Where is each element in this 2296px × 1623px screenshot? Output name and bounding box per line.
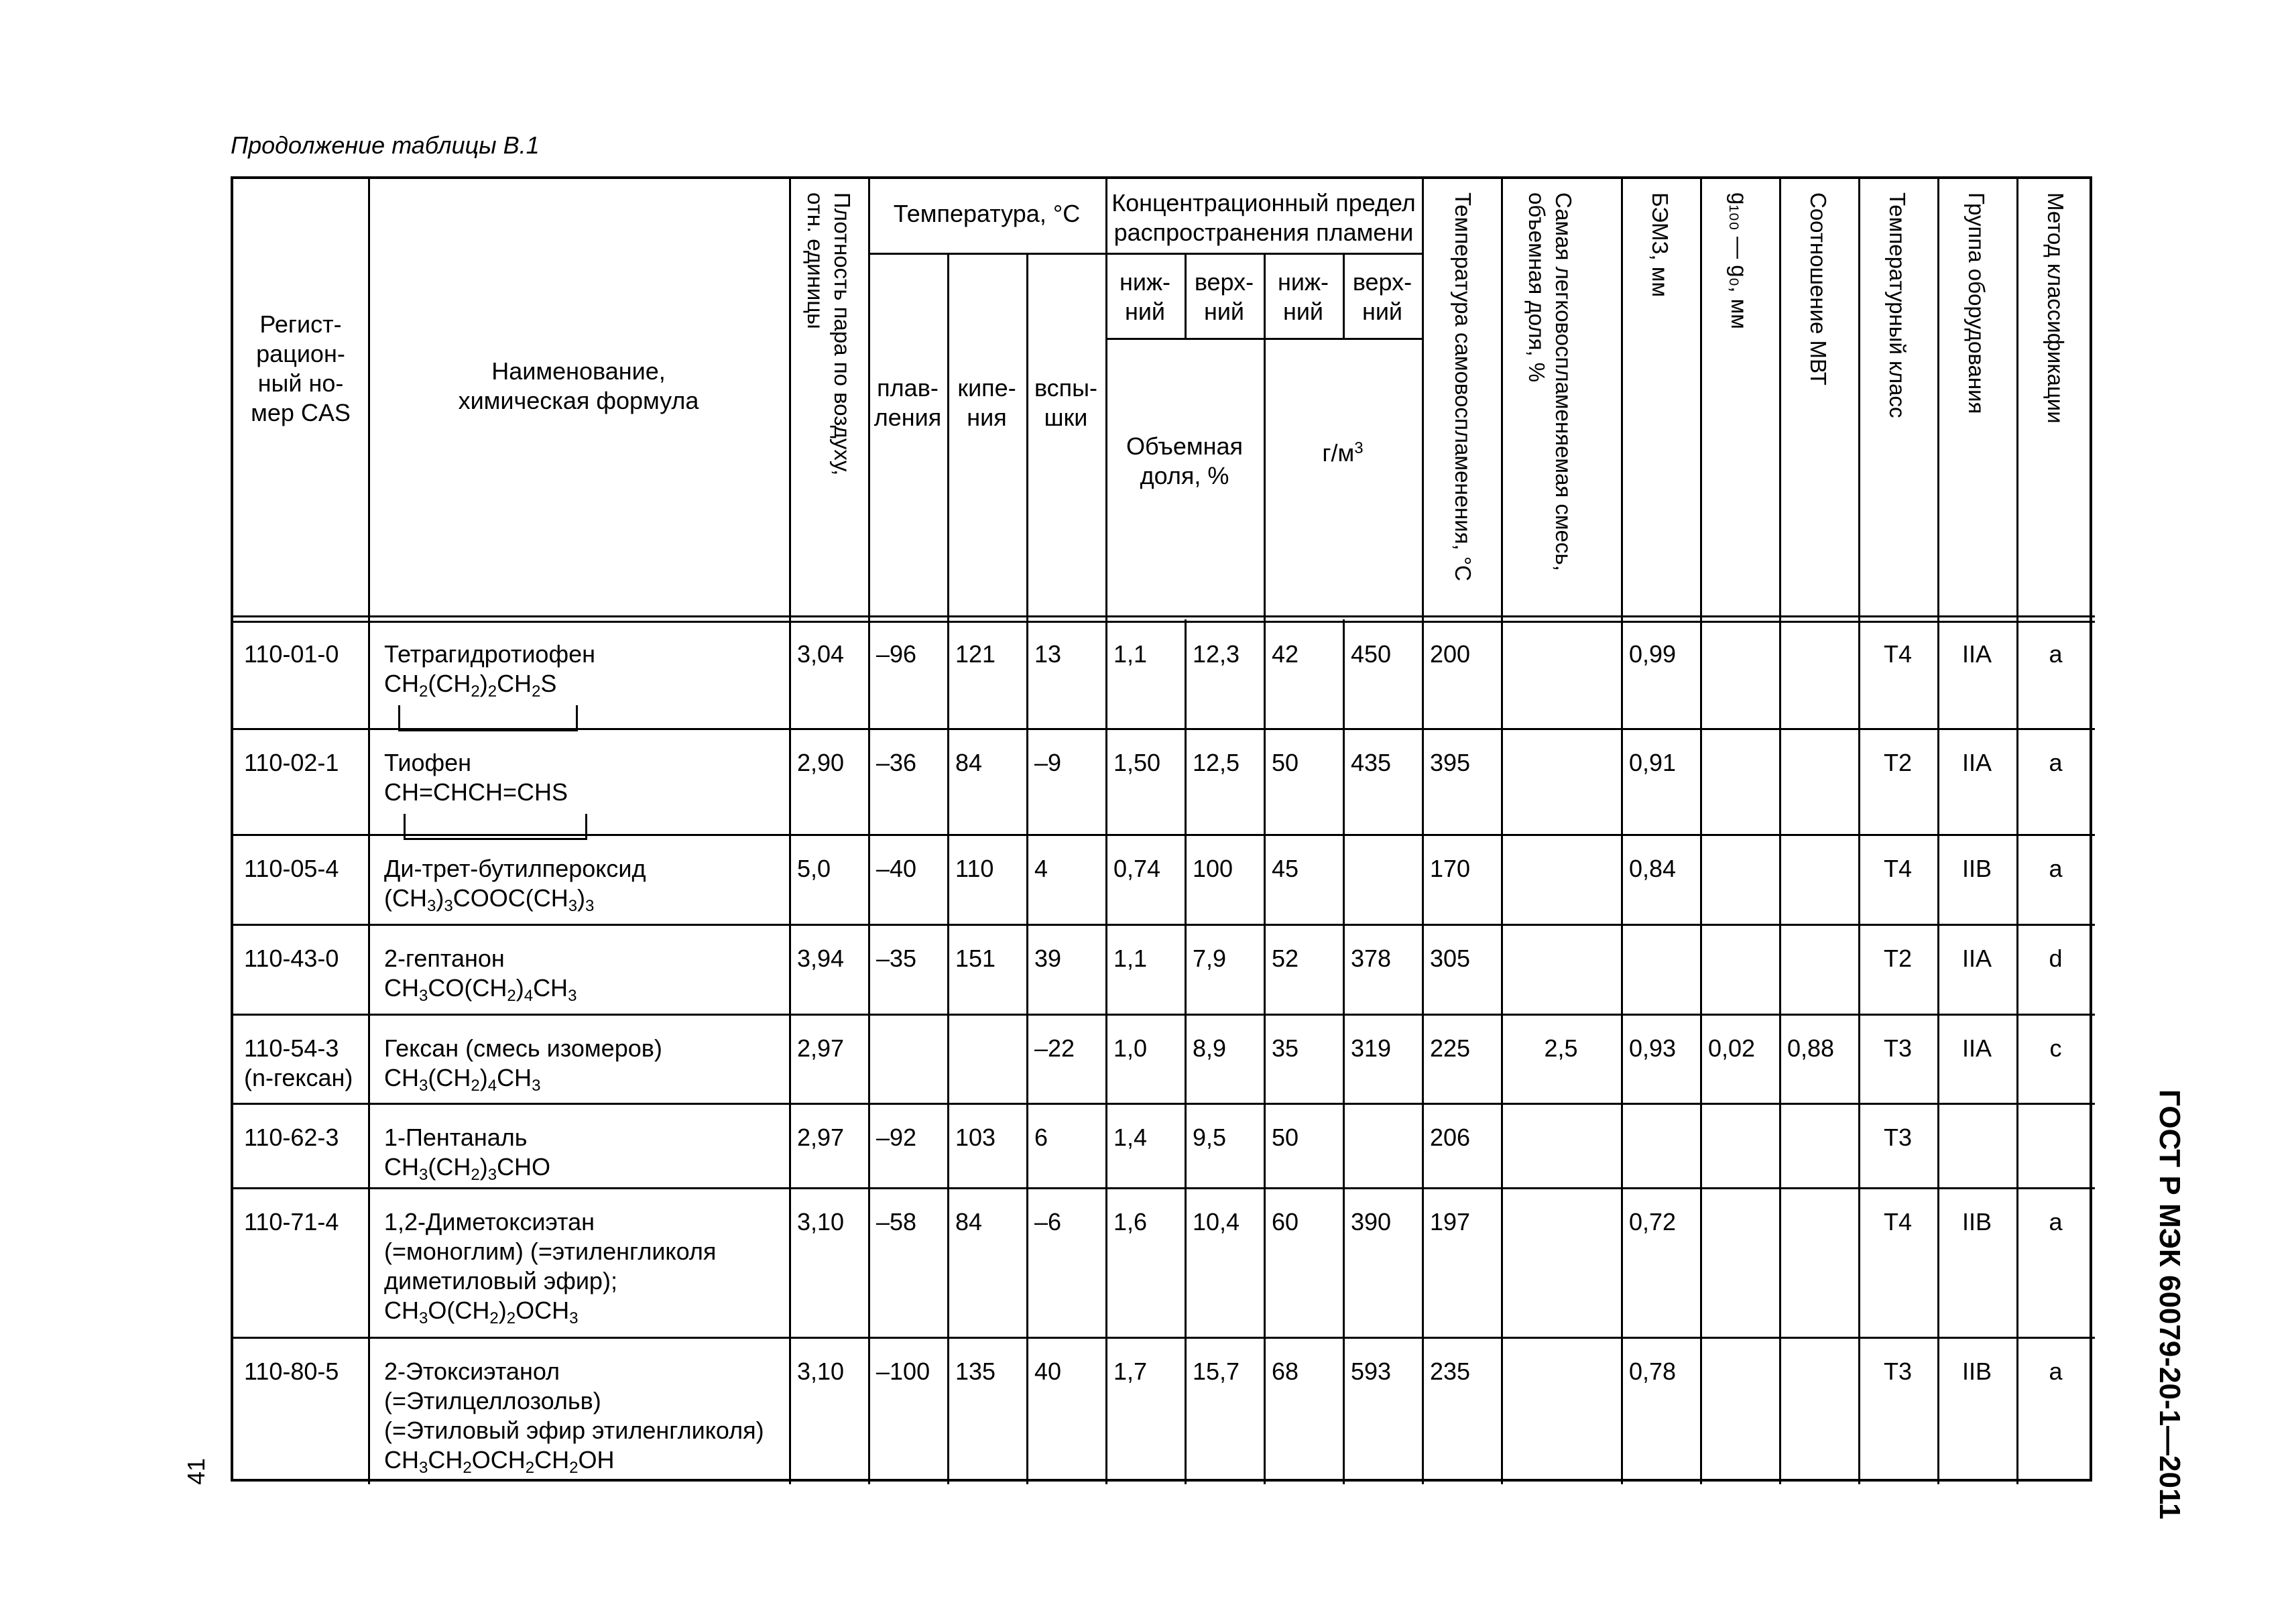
value-bemz: 0,84 xyxy=(1629,855,1677,882)
header-bemz: БЭМЗ, мм xyxy=(1648,192,1673,298)
value-grp: IIB xyxy=(1961,1208,1992,1236)
value-ug: 450 xyxy=(1351,640,1392,668)
value-ug: 435 xyxy=(1351,749,1392,776)
grid-line xyxy=(2016,179,2018,1484)
header-density: Плотность пара по воздуху, отн. единицы xyxy=(803,192,855,476)
value-boil: 84 xyxy=(955,1208,983,1236)
grid-line xyxy=(233,1014,2095,1016)
value-uv: 7,9 xyxy=(1193,945,1227,972)
header-limits: Концентрационный предел распространения пламени xyxy=(1111,189,1416,246)
header-lower-g: ниж- ний xyxy=(1277,268,1329,325)
chemical-formula: $CH_3CO(CH_2)_4CH_3$ xyxy=(384,974,577,1005)
value-lv: 1,1 xyxy=(1113,945,1148,972)
ring-bracket xyxy=(404,814,587,840)
grid-line xyxy=(1264,253,1266,1484)
grid-line xyxy=(868,253,1105,255)
value-ug: 319 xyxy=(1351,1034,1392,1062)
header-vol-fraction: Объемная доля, % xyxy=(1126,432,1244,489)
value-bemz: 0,91 xyxy=(1629,749,1677,776)
value-melt: –35 xyxy=(876,945,917,972)
value-ug: 593 xyxy=(1351,1358,1392,1385)
grid-line xyxy=(233,1103,2095,1105)
header-autoignition: Температура самовоспламенения, °С xyxy=(1451,192,1475,581)
value-flash: –22 xyxy=(1034,1034,1075,1062)
substance-name xyxy=(384,854,773,913)
header-upper-vol: верх- ний xyxy=(1194,268,1254,325)
value-bemz: 0,93 xyxy=(1629,1034,1677,1062)
value-ait: 305 xyxy=(1430,945,1471,972)
substance-name-text: 2-гептанон xyxy=(384,945,505,972)
value-m: c xyxy=(2049,1034,2062,1062)
data-table xyxy=(231,176,2092,1482)
chemical-formula: $CH_3O(CH_2)_2OCH_3$ xyxy=(384,1297,579,1327)
substance-name-text: 2-Этоксиэтанол (=Этилцеллозольв) (=Этиловый эфир этиленгликоля) xyxy=(384,1358,764,1444)
value-m: a xyxy=(2049,855,2063,882)
substance-name xyxy=(384,944,773,1003)
value-bemz: 0,72 xyxy=(1629,1208,1677,1236)
cas-number: 110-01-0 xyxy=(244,640,339,668)
value-boil: 84 xyxy=(955,749,983,776)
value-uv: 10,4 xyxy=(1193,1208,1240,1236)
value-grp: IIA xyxy=(1961,749,1992,776)
substance-name xyxy=(384,1034,773,1093)
grid-line xyxy=(233,924,2095,926)
grid-line xyxy=(1700,179,1702,1484)
value-grp: IIB xyxy=(1961,1358,1992,1385)
value-g: 0,02 xyxy=(1708,1034,1756,1062)
value-m: a xyxy=(2049,749,2063,776)
value-grp: IIA xyxy=(1961,945,1992,972)
value-tc: T3 xyxy=(1883,1034,1912,1062)
grid-line xyxy=(1501,179,1503,1484)
grid-line xyxy=(368,179,370,1484)
value-boil: 151 xyxy=(955,945,996,972)
value-grp: IIA xyxy=(1961,640,1992,668)
value-lg: 50 xyxy=(1272,749,1299,776)
substance-name-text: Тиофен xyxy=(384,749,472,776)
value-bemz: 0,78 xyxy=(1629,1358,1677,1385)
value-density: 5,0 xyxy=(797,855,831,882)
value-lv: 1,50 xyxy=(1113,749,1161,776)
chemical-formula: $CH_3(CH_2)_3CHO$ xyxy=(384,1153,551,1184)
header-cas: Регист- рацион- ный но- мер CAS xyxy=(251,310,351,426)
value-boil: 121 xyxy=(955,640,996,668)
value-boil: 110 xyxy=(955,855,994,882)
value-grp: IIB xyxy=(1961,855,1992,882)
value-uv: 8,9 xyxy=(1193,1034,1227,1062)
chemical-formula: $(CH_3)_3COOC(CH_3)_3$ xyxy=(384,884,595,915)
substance-name-text: Тетрагидротиофен xyxy=(384,640,595,668)
value-melt: –40 xyxy=(876,855,917,882)
grid-line xyxy=(1185,619,1187,1484)
value-density: 2,90 xyxy=(797,749,845,776)
ring-bracket xyxy=(398,705,578,731)
document-title: ГОСТ Р МЭК 60079-20-1—2011 xyxy=(2153,1089,2186,1520)
grid-line xyxy=(947,253,949,1484)
header-temp-class: Температурный класс xyxy=(1885,192,1910,418)
grid-line xyxy=(789,179,791,1484)
value-tc: T3 xyxy=(1883,1358,1912,1385)
grid-line xyxy=(1105,179,1107,1484)
header-boiling: кипе- ния xyxy=(957,374,1016,431)
value-uv: 12,3 xyxy=(1193,640,1240,668)
value-lg: 52 xyxy=(1272,945,1299,972)
value-ait: 197 xyxy=(1430,1208,1471,1236)
value-ait: 170 xyxy=(1430,855,1471,882)
chemical-formula: $CH_3(CH_2)_4CH_3$ xyxy=(384,1064,541,1095)
value-flash: 6 xyxy=(1034,1124,1048,1151)
grid-line xyxy=(1422,179,1424,1484)
value-melt: –58 xyxy=(876,1208,917,1236)
header-gm3-unit: г/м xyxy=(1322,439,1355,467)
grid-line xyxy=(868,179,870,1484)
value-flash: 40 xyxy=(1034,1358,1062,1385)
grid-line xyxy=(233,1337,2095,1339)
grid-line xyxy=(1026,253,1028,1484)
page-number: 41 xyxy=(182,1458,210,1486)
value-density: 3,94 xyxy=(797,945,845,972)
grid-line xyxy=(1858,179,1860,1484)
substance-name xyxy=(384,640,773,699)
grid-line xyxy=(233,621,2095,623)
value-flash: –6 xyxy=(1034,1208,1062,1236)
header-upper-g: верх- ний xyxy=(1352,268,1412,325)
value-uv: 9,5 xyxy=(1193,1124,1227,1151)
value-lv: 0,74 xyxy=(1113,855,1161,882)
value-density: 2,97 xyxy=(797,1034,845,1062)
chemical-formula: CH=CHCH=CHS xyxy=(384,778,568,806)
value-uv: 15,7 xyxy=(1193,1358,1240,1385)
value-uv: 12,5 xyxy=(1193,749,1240,776)
header-name: Наименование, химическая формула xyxy=(458,357,699,414)
substance-name xyxy=(384,1207,773,1325)
value-lg: 50 xyxy=(1272,1124,1299,1151)
value-density: 2,97 xyxy=(797,1124,845,1151)
substance-name-text: Гексан (смесь изомеров) xyxy=(384,1034,662,1062)
grid-line xyxy=(233,1187,2095,1189)
substance-name xyxy=(384,1357,773,1475)
value-ait: 206 xyxy=(1430,1124,1471,1151)
value-melt: –100 xyxy=(876,1358,930,1385)
value-flash: 4 xyxy=(1034,855,1048,882)
grid-line xyxy=(1343,619,1345,1484)
header-flash: вспы- шки xyxy=(1034,374,1098,431)
value-tc: T2 xyxy=(1883,945,1912,972)
cas-number: 110-02-1 xyxy=(244,749,339,776)
value-tc: T4 xyxy=(1883,1208,1912,1236)
value-lg: 60 xyxy=(1272,1208,1299,1236)
grid-line xyxy=(233,615,2095,617)
value-ait: 200 xyxy=(1430,640,1471,668)
header-mvt: Соотношение МВТ xyxy=(1806,192,1831,385)
value-density: 3,04 xyxy=(797,640,845,668)
substance-name-text: 1-Пентаналь xyxy=(384,1124,528,1151)
header-most-ignitable: Самая легковоспламеняемая смесь, объемная доля, % xyxy=(1524,192,1576,571)
value-density: 3,10 xyxy=(797,1208,845,1236)
value-lg: 68 xyxy=(1272,1358,1299,1385)
cas-number: 110-80-5 xyxy=(244,1358,339,1385)
value-melt: –92 xyxy=(876,1124,917,1151)
header-method: Метод классификации xyxy=(2043,192,2068,424)
value-boil: 103 xyxy=(955,1124,996,1151)
grid-line xyxy=(1343,253,1345,338)
value-density: 3,10 xyxy=(797,1358,845,1385)
value-ug: 378 xyxy=(1351,945,1392,972)
value-lv: 1,6 xyxy=(1113,1208,1148,1236)
value-lg: 42 xyxy=(1272,640,1299,668)
value-lv: 1,0 xyxy=(1113,1034,1148,1062)
value-lg: 45 xyxy=(1272,855,1299,882)
value-tc: T4 xyxy=(1883,855,1912,882)
value-bemz: 0,99 xyxy=(1629,640,1677,668)
value-boil: 135 xyxy=(955,1358,996,1385)
value-lv: 1,7 xyxy=(1113,1358,1148,1385)
value-tc: T2 xyxy=(1883,749,1912,776)
substance-name xyxy=(384,1123,773,1182)
chemical-formula: $CH_2(CH_2)_2CH_2S$ xyxy=(384,670,557,701)
header-gm3-exp: 3 xyxy=(1354,439,1364,457)
value-m: a xyxy=(2049,1358,2063,1385)
value-tc: T4 xyxy=(1883,640,1912,668)
header-gm3 xyxy=(1268,438,1418,468)
value-mvt: 0,88 xyxy=(1787,1034,1835,1062)
value-flash: 39 xyxy=(1034,945,1062,972)
substance-name xyxy=(384,748,773,807)
table-caption: Продолжение таблицы В.1 xyxy=(231,131,540,159)
cas-number: 110-62-3 xyxy=(244,1124,339,1151)
value-lv: 1,4 xyxy=(1113,1124,1148,1151)
value-ait: 395 xyxy=(1430,749,1471,776)
value-melt: –96 xyxy=(876,640,917,668)
value-ug: 390 xyxy=(1351,1208,1392,1236)
value-m: a xyxy=(2049,640,2063,668)
substance-name-text: 1,2-Диметоксиэтан (=моноглим) (=этиленгликоля диметиловый эфир); xyxy=(384,1208,717,1295)
grid-line xyxy=(1937,179,1939,1484)
value-melt: –36 xyxy=(876,749,917,776)
grid-line xyxy=(1621,179,1623,1484)
value-tc: T3 xyxy=(1883,1124,1912,1151)
cas-number: 110-71-4 xyxy=(244,1208,339,1236)
cas-number: 110-43-0 xyxy=(244,945,339,972)
value-ait: 225 xyxy=(1430,1034,1471,1062)
grid-line xyxy=(1185,253,1187,338)
substance-name-text: Ди-трет-бутилпероксид xyxy=(384,855,646,882)
cas-number: 110-54-3 (n-гексан) xyxy=(244,1034,353,1091)
grid-line xyxy=(1105,338,1422,340)
value-lv: 1,1 xyxy=(1113,640,1148,668)
value-grp: IIA xyxy=(1961,1034,1992,1062)
value-lg: 35 xyxy=(1272,1034,1299,1062)
grid-line xyxy=(1105,253,1422,255)
value-mis: 2,5 xyxy=(1544,1034,1578,1062)
header-equip-group: Группа оборудования xyxy=(1964,192,1989,414)
header-lower-vol: ниж- ний xyxy=(1119,268,1171,325)
grid-line xyxy=(1779,179,1781,1484)
value-flash: –9 xyxy=(1034,749,1062,776)
value-m: a xyxy=(2049,1208,2063,1236)
chemical-formula: $CH_3CH_2OCH_2CH_2OH$ xyxy=(384,1446,615,1477)
header-melting: плав- ления xyxy=(873,374,942,431)
value-m: d xyxy=(2049,945,2063,972)
value-flash: 13 xyxy=(1034,640,1062,668)
cas-number: 110-05-4 xyxy=(244,855,339,882)
value-uv: 100 xyxy=(1193,855,1233,882)
header-g100: g₁₀₀ — g₀, мм xyxy=(1727,192,1752,329)
header-temperature: Температура, °С xyxy=(893,200,1081,227)
value-ait: 235 xyxy=(1430,1358,1471,1385)
